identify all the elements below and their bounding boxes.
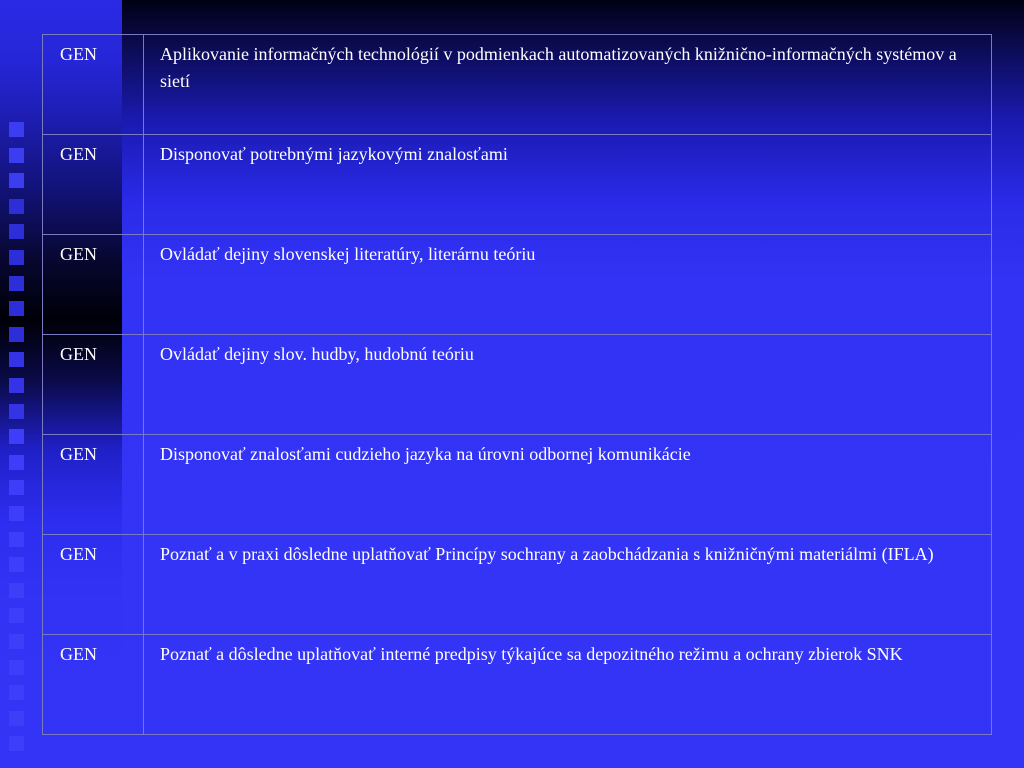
decorative-square — [9, 429, 24, 444]
decorative-square — [9, 634, 24, 649]
decorative-square — [9, 736, 24, 751]
row-code-cell: GEN — [43, 135, 144, 235]
decorative-square — [9, 711, 24, 726]
row-code-cell: GEN — [43, 35, 144, 135]
decorative-square — [9, 301, 24, 316]
row-description-cell: Ovládať dejiny slov. hudby, hudobnú teóriu — [144, 335, 992, 435]
row-code-cell: GEN — [43, 435, 144, 535]
decorative-square — [9, 685, 24, 700]
decorative-square — [9, 660, 24, 675]
decorative-square — [9, 250, 24, 265]
decorative-square — [9, 557, 24, 572]
row-code-cell: GEN — [43, 535, 144, 635]
row-description-cell: Aplikovanie informačných technológií v podmienkach automatizovaných knižnično-informačných systémov a sietí — [144, 35, 992, 135]
decorative-square — [9, 378, 24, 393]
row-description-cell: Disponovať potrebnými jazykovými znalosťami — [144, 135, 992, 235]
decorative-square — [9, 532, 24, 547]
decorative-square — [9, 352, 24, 367]
table-row — [43, 35, 992, 135]
table-row — [43, 235, 992, 335]
competency-table — [42, 34, 992, 735]
table-row — [43, 535, 992, 635]
decorative-square — [9, 276, 24, 291]
decorative-squares-column — [0, 0, 40, 768]
decorative-square — [9, 122, 24, 137]
decorative-square — [9, 173, 24, 188]
row-code-cell: GEN — [43, 635, 144, 735]
decorative-square — [9, 506, 24, 521]
decorative-square — [9, 224, 24, 239]
row-code-cell: GEN — [43, 235, 144, 335]
decorative-square — [9, 404, 24, 419]
decorative-square — [9, 327, 24, 342]
decorative-square — [9, 608, 24, 623]
decorative-square — [9, 455, 24, 470]
table-row — [43, 635, 992, 735]
decorative-square — [9, 199, 24, 214]
table-row — [43, 435, 992, 535]
row-description-cell: Ovládať dejiny slovenskej literatúry, literárnu teóriu — [144, 235, 992, 335]
row-description-cell: Poznať a dôsledne uplatňovať interné predpisy týkajúce sa depozitného režimu a ochrany zbierok SNK — [144, 635, 992, 735]
row-description-cell: Disponovať znalosťami cudzieho jazyka na úrovni odbornej komunikácie — [144, 435, 992, 535]
row-code-cell: GEN — [43, 335, 144, 435]
table-row — [43, 335, 992, 435]
row-description-cell: Poznať a v praxi dôsledne uplatňovať Princípy sochrany a zaobchádzania s knižničnými materiálmi (IFLA) — [144, 535, 992, 635]
decorative-square — [9, 148, 24, 163]
table-row — [43, 135, 992, 235]
decorative-square — [9, 583, 24, 598]
decorative-square — [9, 480, 24, 495]
